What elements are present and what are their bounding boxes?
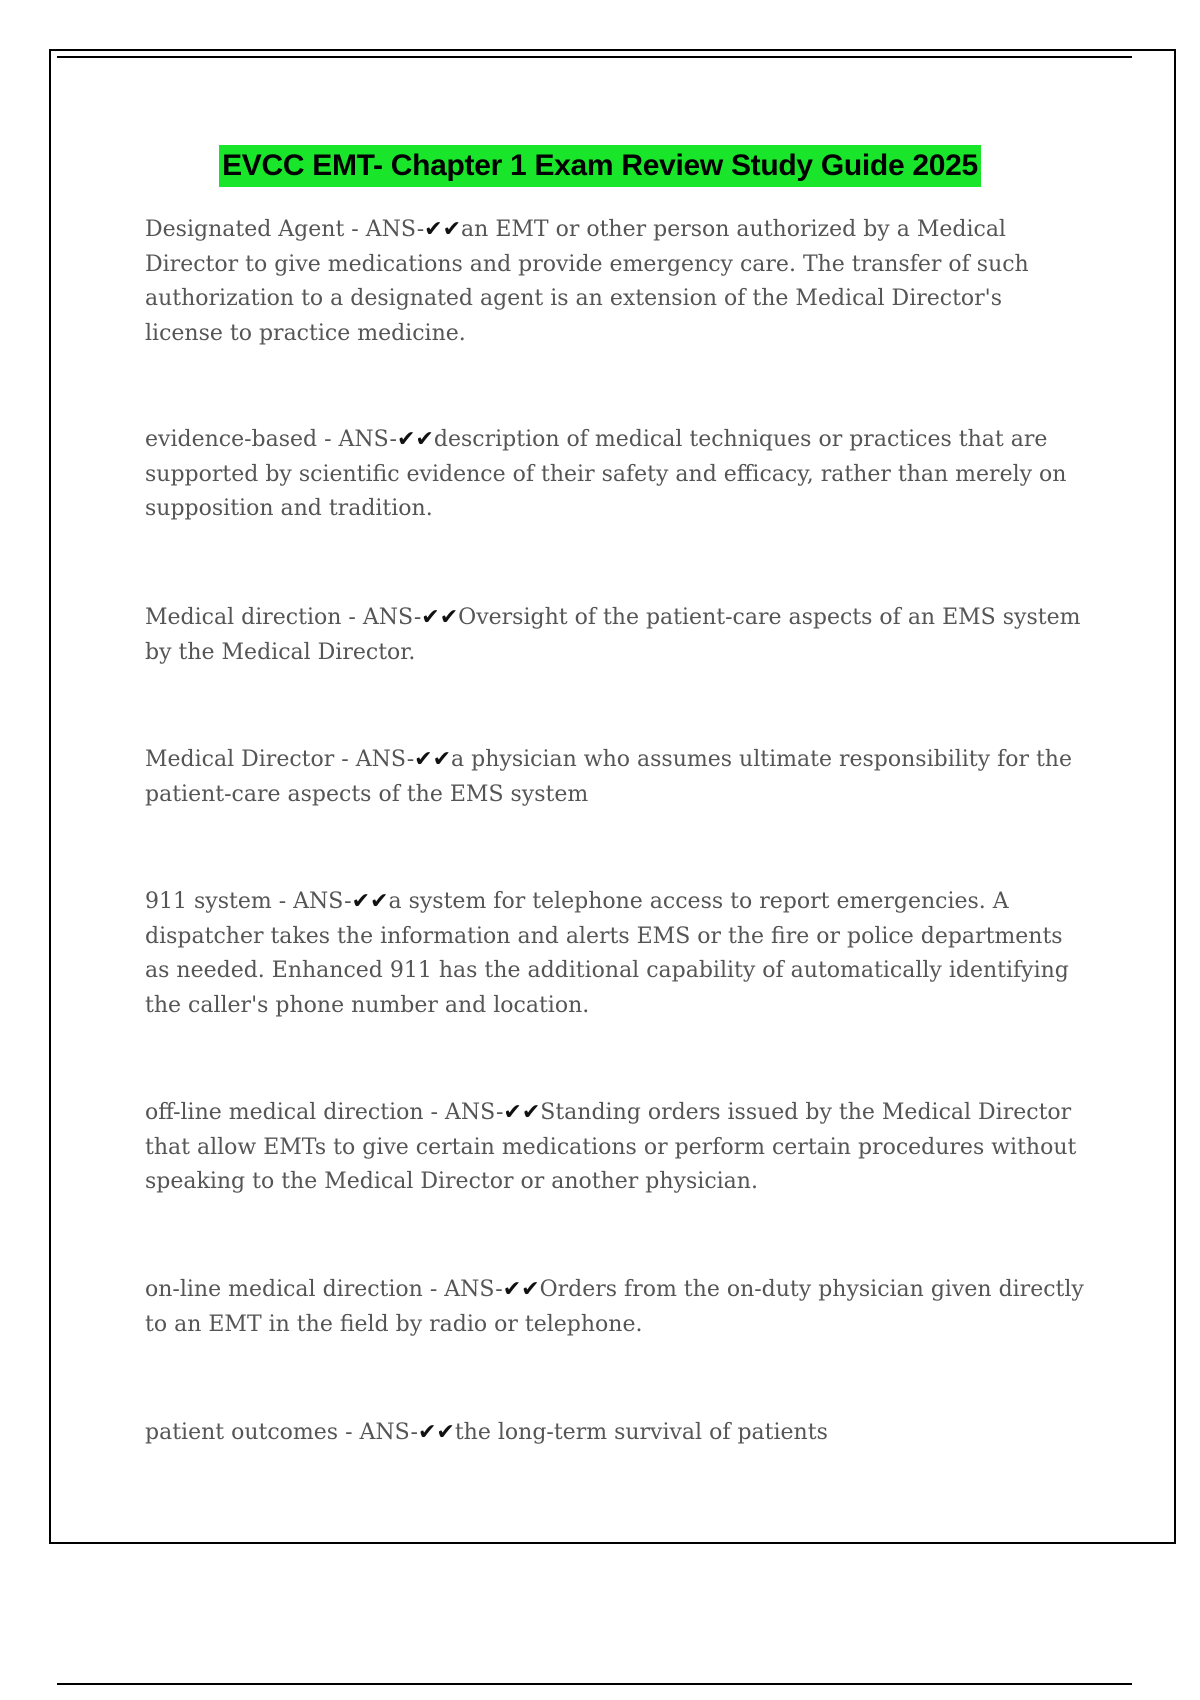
entry-separator: - ANS- xyxy=(422,1277,503,1302)
entry-definition: Orders from the on-duty physician given directly to an EMT in the field by radio or telephone. xyxy=(145,1277,1084,1337)
entry-term: off-line medical direction xyxy=(145,1100,424,1125)
document-title: EVCC EMT- Chapter 1 Exam Review Study Guide 2025 xyxy=(219,145,981,187)
check-mark-icon: ✔✔ xyxy=(417,1420,455,1445)
entry-definition: a system for telephone access to report emergencies. A dispatcher takes the information and alerts EMS or the fire or police departments as needed. Enhanced 911 has the additional capability of automatically identifying the caller's phone number and location. xyxy=(145,889,1069,1018)
entry-definition: Oversight of the patient-care aspects of an EMS system by the Medical Director. xyxy=(145,605,1081,665)
check-mark-icon: ✔✔ xyxy=(351,889,389,914)
bottom-rule xyxy=(57,1683,1132,1685)
entry-separator: - ANS- xyxy=(338,1420,418,1445)
check-mark-icon: ✔✔ xyxy=(421,605,459,630)
entry-separator: - ANS- xyxy=(317,427,397,452)
entry-separator: - ANS- xyxy=(341,605,422,630)
title-container xyxy=(0,145,1200,187)
check-mark-icon: ✔✔ xyxy=(397,427,434,452)
glossary-entry xyxy=(145,213,1085,351)
check-mark-icon: ✔✔ xyxy=(502,1277,540,1302)
glossary-entry xyxy=(145,601,1085,670)
entry-separator: - ANS- xyxy=(334,747,415,772)
entry-definition: the long-term survival of patients xyxy=(454,1420,828,1445)
glossary-entry xyxy=(145,1273,1085,1342)
entry-term: patient outcomes xyxy=(145,1420,339,1445)
entry-definition: an EMT or other person authorized by a Medical Director to give medications and provide emergency care. The transfer of such authorization to a designated agent is an extension of the Medical Director's license to practice medicine. xyxy=(145,217,1029,346)
check-mark-icon: ✔✔ xyxy=(414,747,452,772)
top-rule xyxy=(57,56,1132,58)
entry-term: Medical Director xyxy=(145,747,335,772)
glossary-entry xyxy=(145,743,1085,812)
entry-definition: description of medical techniques or practices that are supported by scientific evidence of their safety and efficacy, rather than merely on supposition and tradition. xyxy=(145,427,1067,521)
entry-term: evidence-based xyxy=(145,427,318,452)
entry-separator: - ANS- xyxy=(344,217,425,242)
entry-definition: a physician who assumes ultimate responsibility for the patient-care aspects of the EMS system xyxy=(145,747,1072,807)
entry-term: 911 system xyxy=(145,889,272,914)
glossary-entry xyxy=(145,885,1085,1023)
entry-term: on-line medical direction xyxy=(145,1277,423,1302)
entry-separator: - ANS- xyxy=(271,889,352,914)
glossary-entry xyxy=(145,423,1085,527)
entry-term: Medical direction xyxy=(145,605,342,630)
entry-definition: Standing orders issued by the Medical Director that allow EMTs to give certain medications or perform certain procedures without speaking to the Medical Director or another physician. xyxy=(145,1100,1077,1194)
entry-separator: - ANS- xyxy=(423,1100,504,1125)
glossary-entry xyxy=(145,1416,828,1451)
glossary-entry xyxy=(145,1096,1085,1200)
check-mark-icon: ✔✔ xyxy=(503,1100,541,1125)
entry-term: Designated Agent xyxy=(145,217,345,242)
check-mark-icon: ✔✔ xyxy=(424,217,462,242)
